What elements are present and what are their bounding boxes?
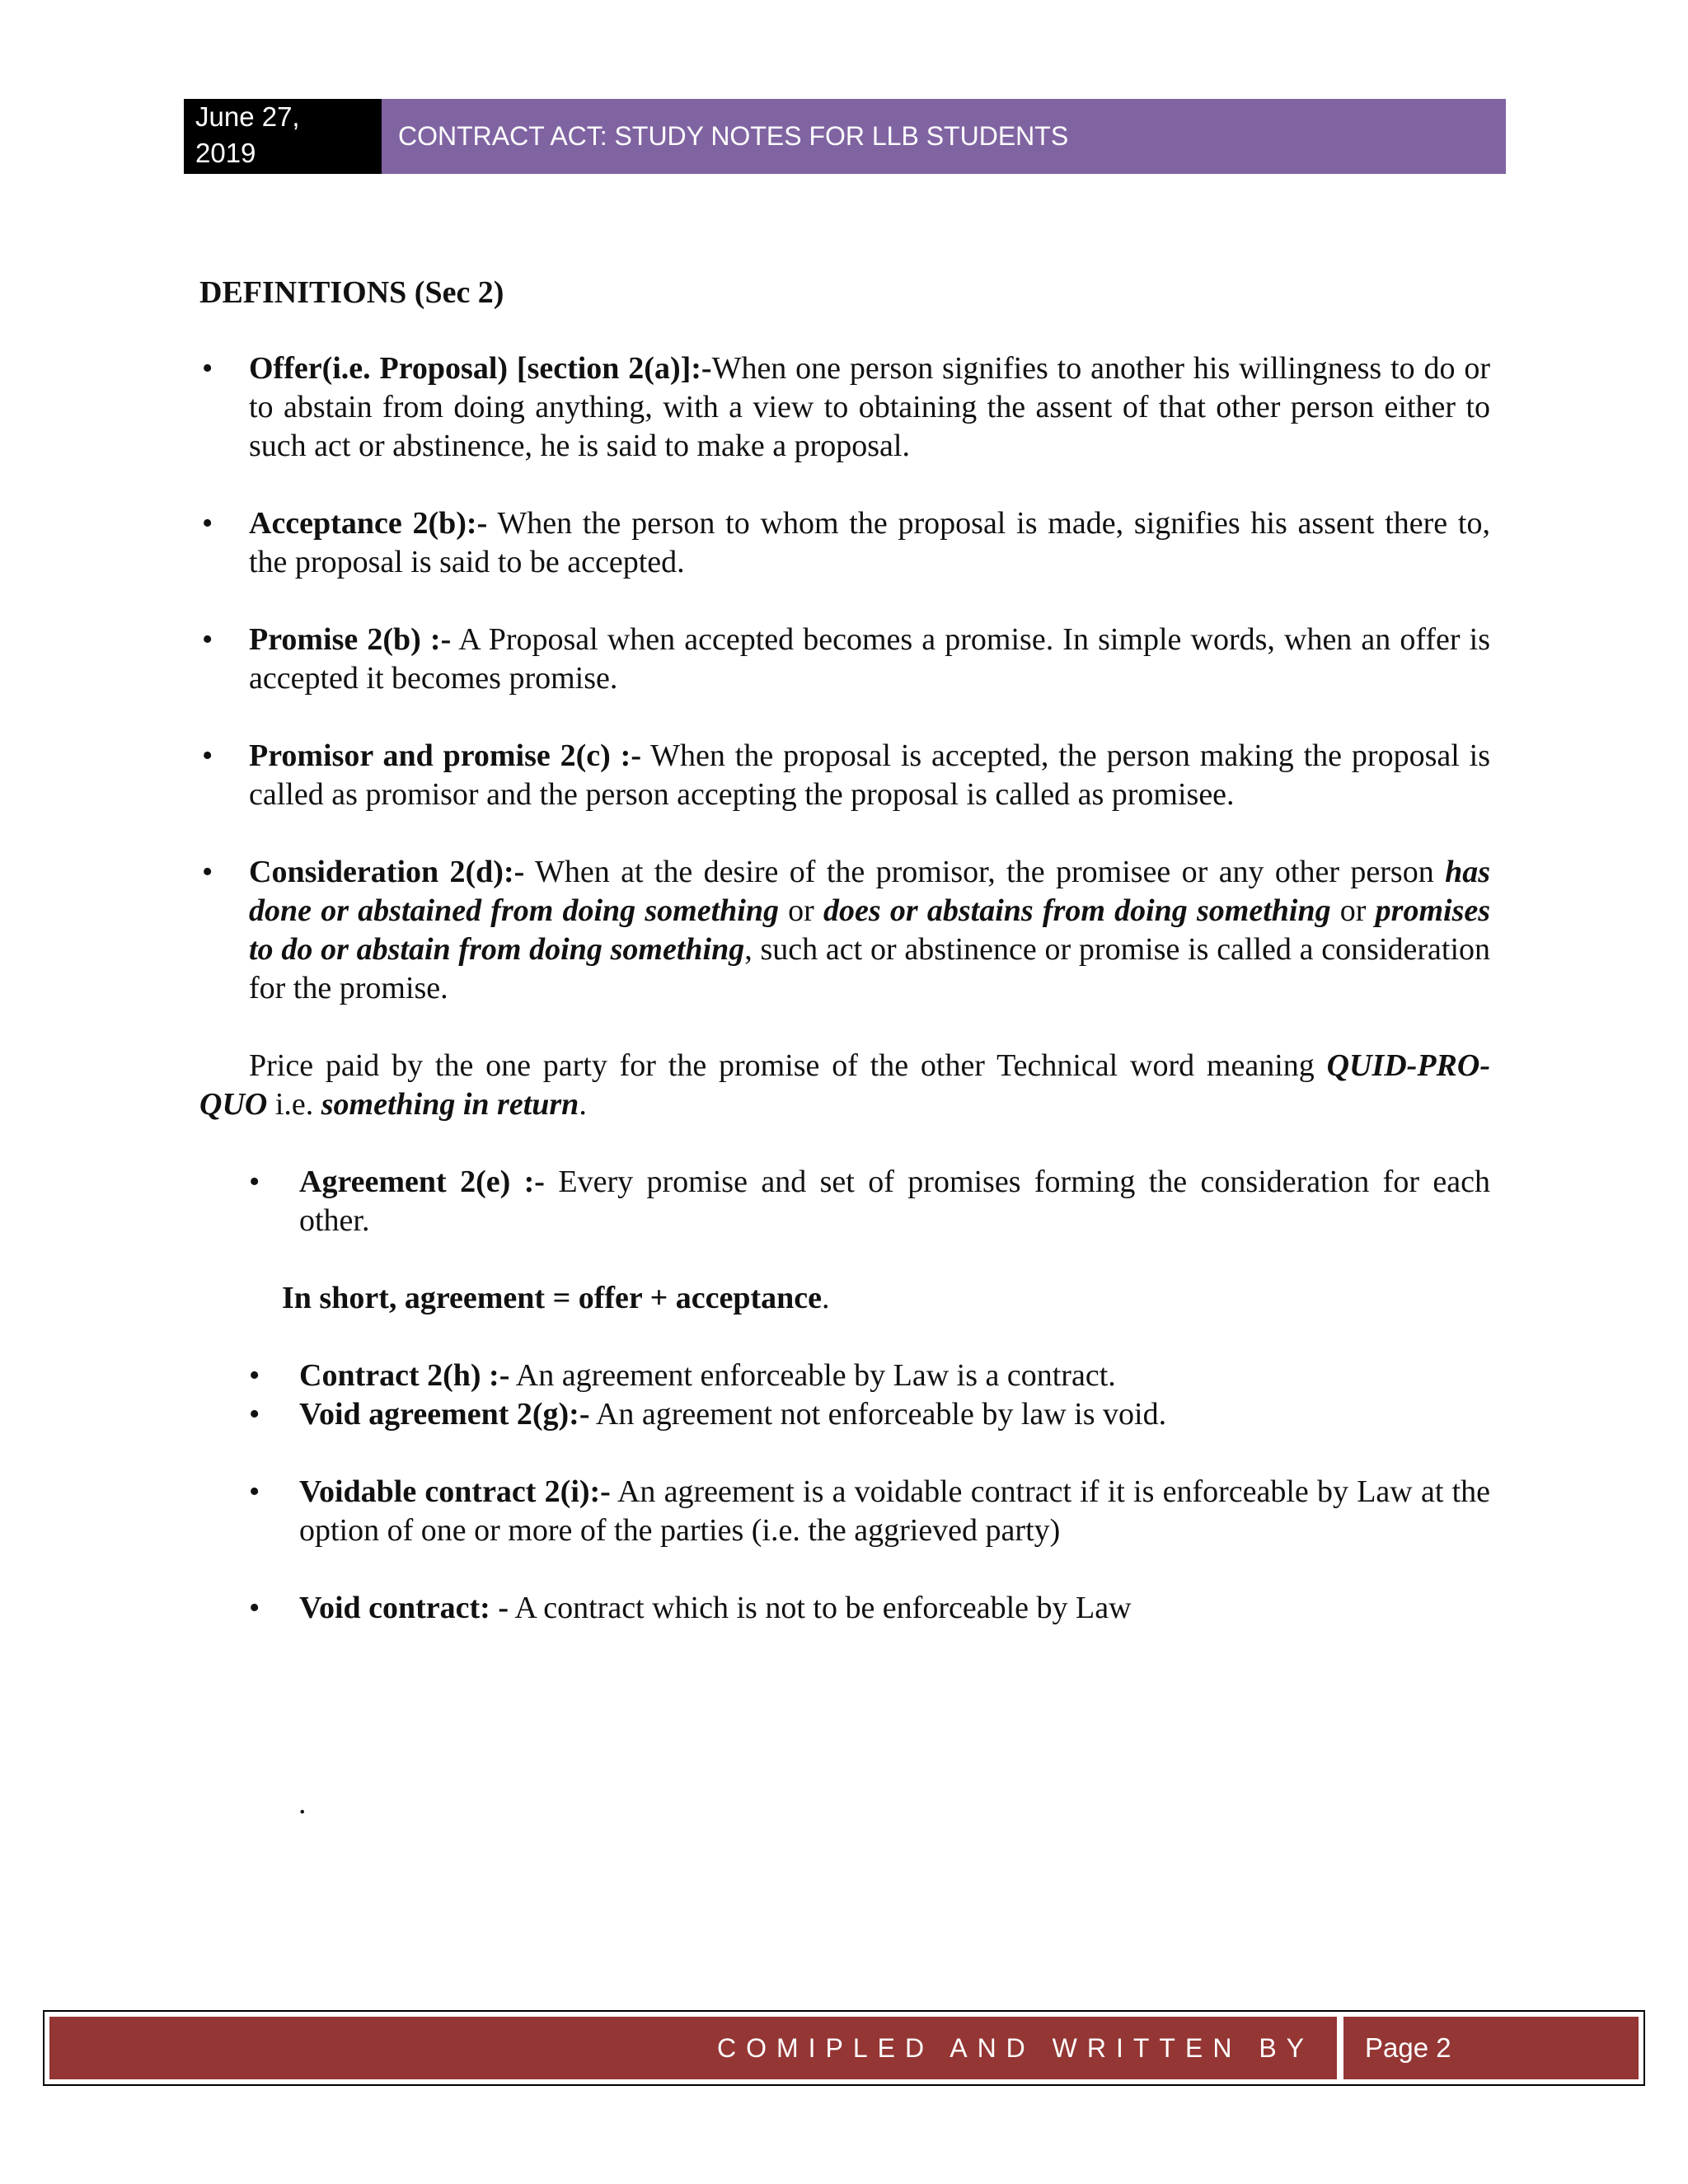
footer-page-number: Page 2: [1343, 2017, 1639, 2079]
emphasis-text: has done or abstained from doing something: [249, 855, 1490, 928]
term-label: Promise 2(b) :-: [249, 622, 452, 657]
term-label: Contract 2(h) :-: [299, 1358, 510, 1393]
term-label: Void agreement 2(g):-: [299, 1397, 590, 1432]
definition-voidable-contract: [199, 1473, 1490, 1550]
definition-text: When the proposal is accepted, the person making the proposal is called as promisor and the person accepting the proposal is called as promisee.: [249, 738, 1490, 812]
definition-agreement: [199, 1163, 1490, 1240]
bullet-icon: •: [249, 1358, 260, 1393]
term-label: Consideration 2(d):-: [249, 855, 525, 889]
header-date: [184, 99, 382, 174]
in-short-end: .: [822, 1281, 830, 1315]
definition-promisor: [199, 737, 1490, 814]
emphasis-text: something in return: [321, 1087, 579, 1122]
definition-acceptance: [199, 504, 1490, 582]
definition-text: or: [1330, 893, 1376, 928]
term-label: Offer(i.e. Proposal) [section 2(a)]:-: [249, 351, 712, 386]
emphasis-text: promises to do or abstain from doing something: [249, 893, 1491, 967]
definition-text: When one person signifies to another his willingness to do or to abstain from doing anything, with a view to obtaining the assent of that other person either to such act or abstinence, he is said to make a proposal.: [249, 351, 1490, 463]
definition-text: A Proposal when accepted becomes a promise. In simple words, when an offer is accepted it becomes promise.: [249, 622, 1490, 696]
definition-text: Every promise and set of promises forming the consideration for each other.: [299, 1165, 1490, 1238]
term-label: Voidable contract 2(i):-: [299, 1474, 611, 1509]
bullet-icon: •: [249, 1591, 260, 1625]
header-title: CONTRACT ACT: STUDY NOTES FOR LLB STUDENTS: [382, 99, 1506, 174]
term-label: Acceptance 2(b):-: [249, 506, 488, 541]
stray-dot: .: [298, 1786, 307, 1821]
bullet-icon: •: [202, 351, 213, 386]
bullet-icon: •: [249, 1165, 260, 1199]
definition-void-contract: [199, 1589, 1490, 1628]
definition-text: , such act or abstinence or promise is called a consideration for the promise.: [249, 932, 1491, 1005]
definition-consideration: [199, 853, 1490, 1008]
paragraph-text: Price paid by the one party for the promise of the other Technical word meaning: [249, 1048, 1327, 1083]
definition-text: or: [778, 893, 824, 928]
bullet-icon: •: [202, 738, 213, 773]
bullet-icon: •: [202, 506, 213, 541]
paragraph-text: i.e.: [267, 1087, 321, 1122]
header-date-line1: June 27,: [195, 101, 300, 132]
page-content: [199, 274, 1490, 1823]
definition-promise: [199, 621, 1490, 698]
term-label: Agreement 2(e) :-: [299, 1165, 545, 1199]
term-label: Void contract: -: [299, 1591, 509, 1625]
definition-contract: [199, 1357, 1490, 1395]
bullet-icon: •: [249, 1474, 260, 1509]
paragraph-text: .: [579, 1087, 587, 1122]
definition-text: When the person to whom the proposal is made, signifies his assent there to, the proposal is said to be accepted.: [249, 506, 1490, 579]
definition-offer: [199, 349, 1490, 466]
definition-void-agreement: [199, 1395, 1490, 1434]
price-paragraph: [199, 1047, 1490, 1124]
header-date-line2: 2019: [195, 138, 256, 168]
bullet-icon: •: [249, 1397, 260, 1432]
definition-text: A contract which is not to be enforceable by Law: [509, 1591, 1132, 1625]
footer-compiled-by: COMIPLED AND WRITTEN BY: [49, 2017, 1337, 2079]
definition-text: An agreement not enforceable by law is void.: [589, 1397, 1167, 1432]
definition-text: An agreement is a voidable contract if it is enforceable by Law at the option of one or more of the parties (i.e. the aggrieved party): [299, 1474, 1491, 1548]
definition-text: An agreement enforceable by Law is a contract.: [509, 1358, 1116, 1393]
emphasis-text: QUID-PRO-QUO: [199, 1048, 1490, 1122]
emphasis-text: does or abstains from doing something: [823, 893, 1331, 928]
term-label: Promisor and promise 2(c) :-: [249, 738, 641, 773]
in-short-note: [199, 1279, 1490, 1318]
bullet-icon: •: [202, 622, 213, 657]
section-heading: DEFINITIONS (Sec 2): [199, 275, 504, 310]
in-short-text: In short, agreement = offer + acceptance: [282, 1281, 822, 1315]
bullet-icon: •: [202, 855, 213, 889]
definition-text: When at the desire of the promisor, the promisee or any other person: [524, 855, 1446, 889]
